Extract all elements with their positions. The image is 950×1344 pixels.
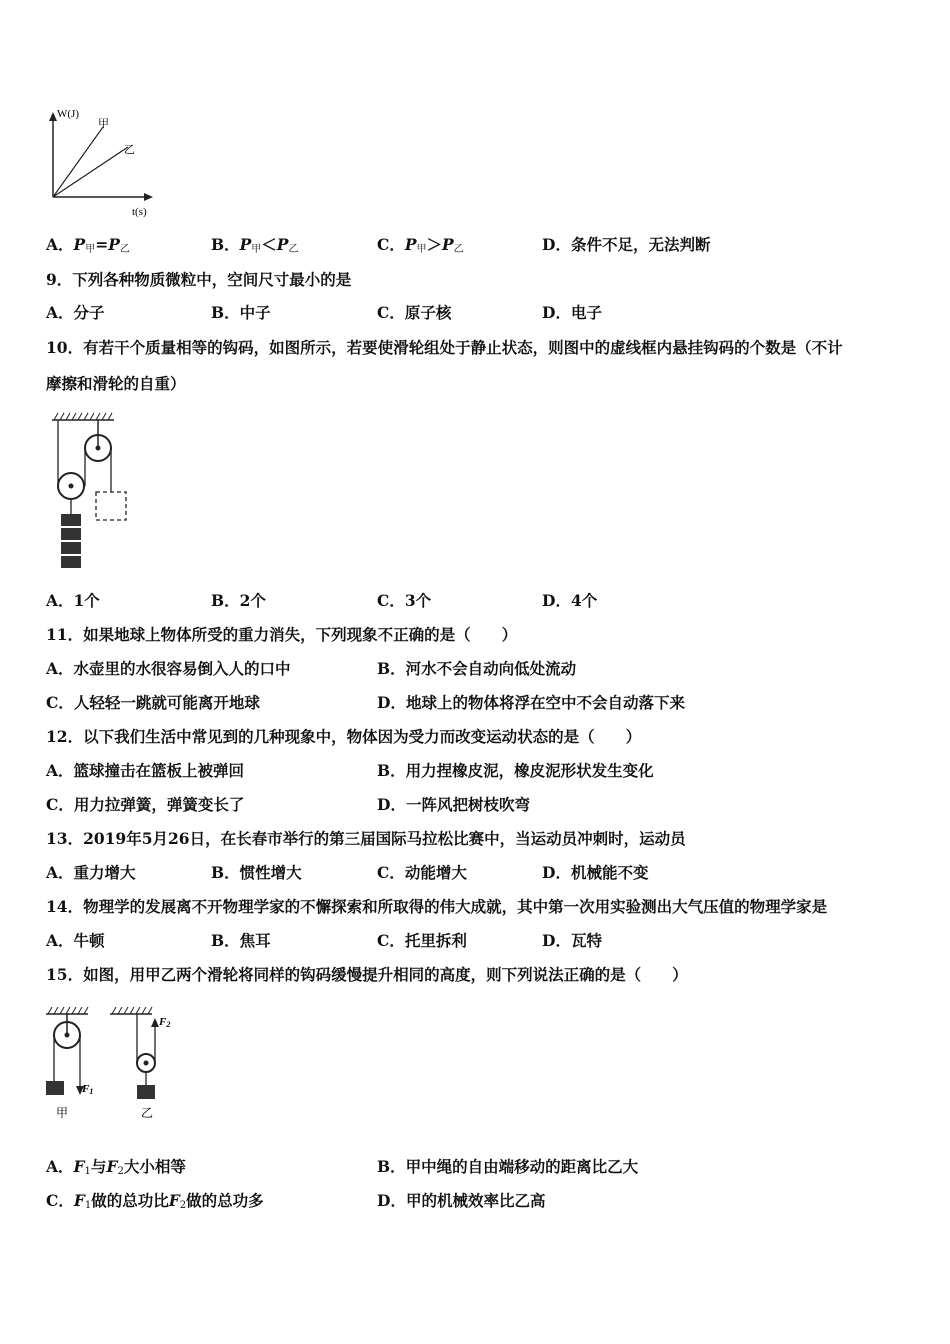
q10-stem-line2: 摩擦和滑轮的自重） [46, 374, 186, 393]
q14-option-a[interactable]: A．牛顿 [46, 931, 105, 950]
q14-option-d[interactable]: D．瓦特 [542, 931, 602, 950]
left-weight [46, 1081, 64, 1095]
q12-options-row1 [46, 761, 906, 783]
q15-stem: 15．如图，用甲乙两个滑轮将同样的钩码缓慢提升相同的高度，则下列说法正确的是（ ） [46, 965, 688, 984]
q9-options [46, 303, 906, 325]
f2-label: F2 [159, 1016, 171, 1029]
q14-option-c[interactable]: C．托里拆利 [377, 931, 467, 950]
q11-option-b[interactable]: B．河水不会自动向低处流动 [377, 659, 577, 678]
q13-options [46, 863, 906, 885]
line-jia-label: 甲 [98, 117, 109, 130]
weight-3 [61, 542, 81, 554]
line-jia [53, 127, 103, 197]
q12-option-d[interactable]: D．一阵风把树枝吹弯 [377, 795, 530, 814]
q15-option-c[interactable]: C．$F_1$做的总功比$F_2$做的总功多 [46, 1191, 264, 1211]
ceiling-hatch [54, 413, 112, 420]
work-time-graph [40, 105, 165, 220]
q15-pulley-figure [40, 1005, 190, 1125]
q9-option-d[interactable]: D．电子 [542, 303, 602, 322]
q10-option-b[interactable]: B．2个 [211, 591, 266, 610]
q14-stem: 14．物理学的发展离不开物理学家的不懈探索和所取得的伟大成就，其中第一次用实验测出大气压值的物理学家是 [46, 897, 828, 916]
q15-option-b[interactable]: B．甲中绳的自由端移动的距离比乙大 [377, 1157, 639, 1176]
q8-option-d[interactable]: D．条件不足，无法判断 [542, 235, 711, 254]
y-axis-label: W(J) [57, 108, 79, 120]
f1-label: F1 [82, 1083, 94, 1096]
q14-options [46, 931, 906, 953]
q8-option-b[interactable]: B．$P_甲<P_乙$ [211, 235, 299, 255]
q9-option-c[interactable]: C．原子核 [377, 303, 452, 322]
q15-option-a[interactable]: A．$F_1$与$F_2$大小相等 [46, 1157, 186, 1177]
movable-pulley-axle [69, 484, 74, 489]
q11-options-row1 [46, 659, 906, 681]
q15-option-d[interactable]: D．甲的机械效率比乙高 [377, 1191, 546, 1210]
q13-option-d[interactable]: D．机械能不变 [542, 863, 649, 882]
fixed-pulley-axle [96, 446, 101, 451]
left-pulley-axle [65, 1033, 70, 1038]
weight-2 [61, 528, 81, 540]
q9-option-a[interactable]: A．分子 [46, 303, 105, 322]
q10-option-a[interactable]: A．1个 [46, 591, 100, 610]
q10-pulley-figure [48, 412, 138, 574]
left-ceiling-hatch [48, 1007, 88, 1014]
q8-option-a[interactable]: A．$P_甲=P_乙$ [46, 235, 130, 255]
q13-option-c[interactable]: C．动能增大 [377, 863, 467, 882]
line-yi-label: 乙 [124, 143, 135, 156]
q12-option-c[interactable]: C．用力拉弹簧，弹簧变长了 [46, 795, 245, 814]
q10-options [46, 591, 906, 613]
x-axis-arrow [144, 193, 153, 201]
weight-1 [61, 514, 81, 526]
q15-options-row1 [46, 1157, 906, 1179]
right-pulley-axle [144, 1061, 149, 1066]
q11-option-c[interactable]: C．人轻轻一跳就可能离开地球 [46, 693, 260, 712]
x-axis-label: t(s) [132, 206, 147, 218]
q15-options-row2 [46, 1191, 906, 1213]
q13-option-a[interactable]: A．重力增大 [46, 863, 136, 882]
q11-option-a[interactable]: A．水壶里的水很容易倒入人的口中 [46, 659, 291, 678]
q8-options [46, 235, 906, 257]
q12-options-row2 [46, 795, 906, 817]
q12-stem: 12．以下我们生活中常见到的几种现象中，物体因为受力而改变运动状态的是（ ） [46, 727, 642, 746]
q10-option-c[interactable]: C．3个 [377, 591, 432, 610]
right-weight [137, 1085, 155, 1099]
weight-4 [61, 556, 81, 568]
f2-arrow [151, 1018, 159, 1027]
dashed-box [96, 492, 126, 520]
line-yi [53, 147, 128, 197]
q10-option-d[interactable]: D．4个 [542, 591, 598, 610]
q9-option-b[interactable]: B．中子 [211, 303, 271, 322]
q9-stem: 9．下列各种物质微粒中，空间尺寸最小的是 [46, 270, 352, 289]
q12-option-a[interactable]: A．篮球撞击在篮板上被弹回 [46, 761, 245, 780]
q11-options-row2 [46, 693, 906, 715]
right-figure-label: 乙 [141, 1106, 154, 1120]
q12-option-b[interactable]: B．用力捏橡皮泥，橡皮泥形状发生变化 [377, 761, 654, 780]
left-figure-label: 甲 [56, 1106, 69, 1120]
q11-stem: 11．如果地球上物体所受的重力消失，下列现象不正确的是（ ） [46, 625, 518, 644]
q10-stem-line1: 10．有若干个质量相等的钩码，如图所示，若要使滑轮组处于静止状态，则图中的虚线框内悬挂钩码的个数是（不计 [46, 338, 843, 357]
right-ceiling-hatch [112, 1007, 152, 1014]
y-axis-arrow [49, 112, 57, 121]
q13-option-b[interactable]: B．惯性增大 [211, 863, 302, 882]
q8-option-c[interactable]: C．$P_甲>P_乙$ [377, 235, 464, 255]
q11-option-d[interactable]: D．地球上的物体将浮在空中不会自动落下来 [377, 693, 685, 712]
q14-option-b[interactable]: B．焦耳 [211, 931, 271, 950]
q13-stem: 13．2019年5月26日，在长春市举行的第三届国际马拉松比赛中，当运动员冲刺时，运动员 [46, 829, 686, 848]
